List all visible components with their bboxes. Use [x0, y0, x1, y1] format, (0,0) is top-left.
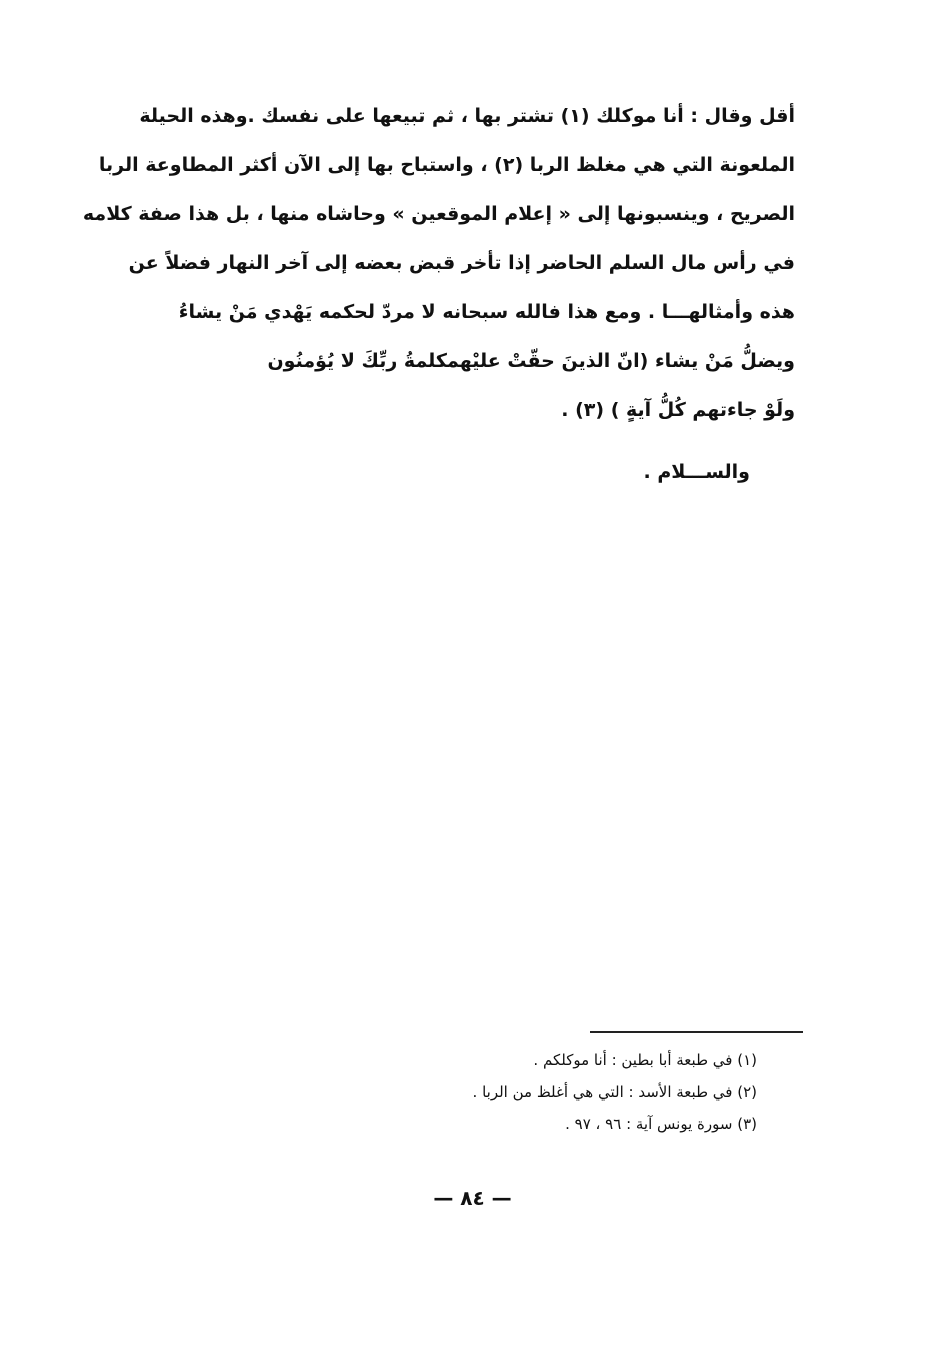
body-line-3: الصريح ، وينسبونها إلى « إعلام الموقعين » وحاشاه منها ، بل هذا صفة كلامه — [82, 203, 795, 225]
body-line-6: ويضلُّ مَنْ يشاء (انّ الذينَ حقّتْ عليْهمكلمةُ ربِّكَ لا يُؤمنُون — [267, 350, 795, 372]
footnotes — [337, 1044, 757, 1140]
body-line-7: ولَوْ جاءتهم كُلُّ آيةٍ ) (٣) . — [561, 399, 795, 421]
footnote-3: (٣) سورة يونس آية : ٩٦ ، ٩٧ . — [565, 1115, 757, 1133]
body-paragraph — [82, 92, 795, 435]
body-line-1: أقل وقال : أنا موكلك (١) تشتر بها ، ثم تبيعها على نفسك .وهذه الحيلة — [139, 105, 795, 127]
closing-salutation: والســـلام . — [643, 461, 750, 483]
footnote-2: (٢) في طبعة الأسد : التي هي أغلظ من الربا . — [472, 1083, 757, 1101]
body-line-5: هذه وأمثالهـــا . ومع هذا فالله سبحانه لا مردّ لحكمه يَهْدي مَنْ يشاءُ — [178, 301, 795, 323]
footnote-1: (١) في طبعة أبا بطين : أنا موكلكم . — [533, 1051, 757, 1069]
footnote-separator — [590, 1031, 803, 1033]
page-number: — ٨٤ — — [433, 1186, 512, 1210]
body-line-2: الملعونة التي هي مغلظ الربا (٢) ، واستباح بها إلى الآن أكثر المطاوعة الربا — [98, 154, 795, 176]
body-line-4: في رأس مال السلم الحاضر إذا تأخر قبض بعضه إلى آخر النهار فضلاً عن — [128, 252, 795, 274]
